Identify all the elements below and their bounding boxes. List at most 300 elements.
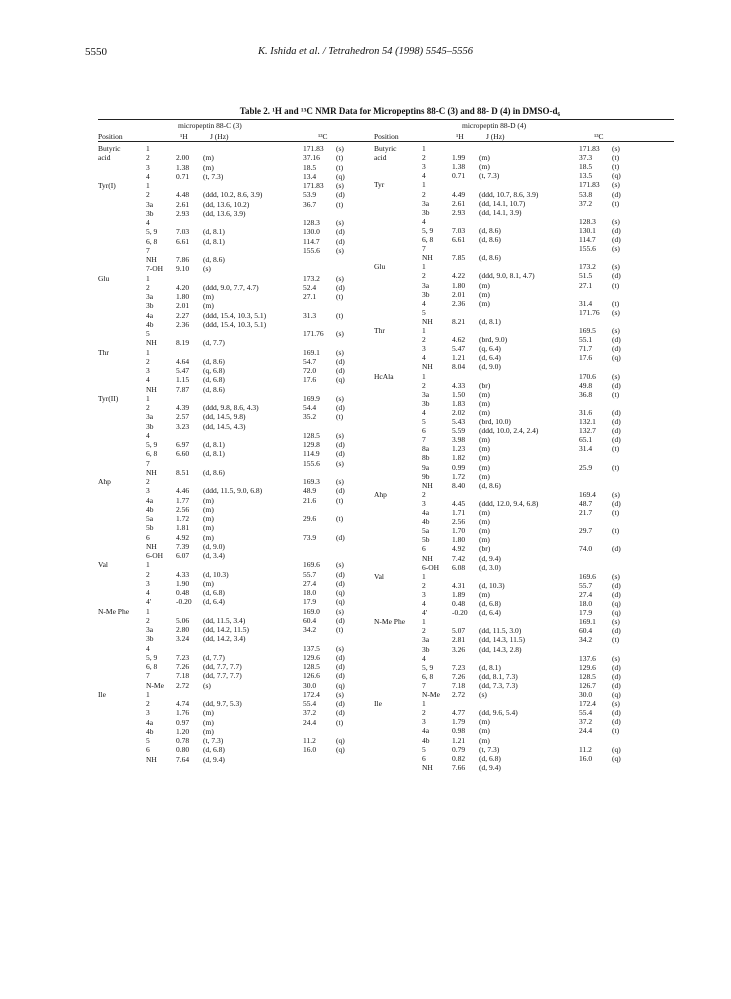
cell-multiplicity: (t) xyxy=(336,625,344,634)
cell-c-shift: 126.6 xyxy=(303,671,320,681)
cell-coupling: (d, 8.1) xyxy=(479,316,501,326)
cell-coupling: (m) xyxy=(479,726,490,736)
cell-coupling: (d, 10.3) xyxy=(479,580,505,590)
cell-c-shift: 24.4 xyxy=(579,726,593,736)
cell-h-shift: 8.21 xyxy=(452,316,466,326)
cell-coupling: (m) xyxy=(479,453,490,463)
cell-position: 3 xyxy=(422,717,426,727)
cell-coupling: (d, 3.0) xyxy=(479,562,501,572)
cell-h-shift: 1.76 xyxy=(176,708,190,718)
cell-multiplicity: (d) xyxy=(612,589,621,599)
cell-residue: Tyr xyxy=(374,180,385,190)
cell-coupling: (m) xyxy=(479,444,490,454)
cell-coupling: (d, 9.4) xyxy=(479,762,501,772)
cell-c-shift: 35.2 xyxy=(303,412,317,422)
cell-c-shift: 173.2 xyxy=(579,262,596,272)
cell-coupling: (ddd, 12.0, 9.4, 6.8) xyxy=(479,498,539,508)
cell-position: 2 xyxy=(146,153,150,163)
cell-position: 3 xyxy=(422,344,426,354)
running-head: K. Ishida et al. / Tetrahedron 54 (1998) 5545–5556 xyxy=(257,46,474,57)
cell-c-shift: 55.4 xyxy=(303,699,317,708)
cell-position: 3a xyxy=(422,280,430,290)
cell-coupling: (d, 6.8) xyxy=(479,599,501,608)
cell-position: 3 xyxy=(422,498,426,508)
cell-h-shift: 0.78 xyxy=(176,736,190,745)
cell-multiplicity: (s) xyxy=(336,643,344,653)
cell-h-shift: 4.92 xyxy=(176,532,190,542)
cell-c-shift: 171.83 xyxy=(579,180,600,190)
cell-h-shift: 1.20 xyxy=(176,726,190,736)
cell-h-shift: 4.39 xyxy=(176,403,190,412)
cell-position: 3a xyxy=(422,389,430,399)
cell-coupling: (m) xyxy=(479,508,490,517)
cell-h-shift: 4.46 xyxy=(176,486,190,496)
cell-h-shift: 8.04 xyxy=(452,362,466,372)
cell-multiplicity: (s) xyxy=(612,144,620,153)
cell-position: 2 xyxy=(422,189,426,199)
cell-multiplicity: (s) xyxy=(612,216,620,226)
cell-position: NH xyxy=(146,255,157,264)
cell-c-shift: 11.2 xyxy=(303,736,316,745)
cell-position: NH xyxy=(422,553,433,563)
cell-h-shift: 8.51 xyxy=(176,467,190,477)
cell-c-shift: 37.16 xyxy=(303,153,320,163)
cell-multiplicity: (s) xyxy=(612,489,620,499)
cell-c-shift: 27.4 xyxy=(303,578,317,588)
cell-h-shift: 7.26 xyxy=(176,662,190,671)
cell-coupling: (d, 9.0) xyxy=(203,541,225,551)
cell-coupling: (br) xyxy=(479,544,491,554)
cell-position: 7 xyxy=(422,435,426,445)
cell-position: 7-OH xyxy=(146,264,164,274)
cell-multiplicity: (s) xyxy=(336,273,344,283)
cell-coupling: (m) xyxy=(479,153,490,163)
cell-h-shift: 1.71 xyxy=(452,508,466,517)
cell-h-shift: 6.60 xyxy=(176,449,190,459)
cell-multiplicity: (s) xyxy=(612,180,620,190)
cell-coupling: (d, 6.8) xyxy=(203,375,225,385)
cell-position: NH xyxy=(422,480,433,490)
cell-multiplicity: (d) xyxy=(336,486,345,496)
cell-c-shift: 169.4 xyxy=(579,489,596,499)
cell-residue: Thr xyxy=(98,347,109,357)
cell-position: 1 xyxy=(146,606,150,616)
cell-multiplicity: (d) xyxy=(612,671,621,681)
cell-multiplicity: (s) xyxy=(612,571,620,581)
cell-c-shift: 169.6 xyxy=(579,571,596,581)
cell-position: 1 xyxy=(422,326,426,335)
cell-position: 6 xyxy=(146,745,150,755)
cell-multiplicity: (s) xyxy=(612,653,620,663)
cell-coupling: (m) xyxy=(203,717,214,727)
cell-multiplicity: (d) xyxy=(612,271,621,281)
cell-h-shift: 1.89 xyxy=(452,589,466,599)
cell-c-shift: 132.7 xyxy=(579,426,596,436)
cell-coupling: (d, 10.3) xyxy=(203,569,229,579)
j-header: J (Hz) xyxy=(210,132,229,141)
cell-multiplicity: (d) xyxy=(612,662,621,672)
compound-header: micropeptin 88-C (3) xyxy=(178,121,242,130)
cell-h-shift: 6.61 xyxy=(176,236,190,246)
cell-position: 6, 8 xyxy=(146,662,158,671)
cell-position: 4 xyxy=(422,216,426,226)
cell-multiplicity: (s) xyxy=(336,329,344,338)
cell-c-shift: 74.0 xyxy=(579,544,593,554)
cell-position: 4b xyxy=(146,504,154,514)
cell-position: 2 xyxy=(422,153,426,163)
cell-coupling: (ddd, 9.8, 8.6, 4.3) xyxy=(203,403,259,412)
cell-position: 4a xyxy=(146,495,154,505)
cell-position: 3 xyxy=(146,486,150,496)
cell-h-shift: 5.06 xyxy=(176,615,190,625)
cell-c-shift: 155.6 xyxy=(579,244,596,254)
cell-h-shift: 4.62 xyxy=(452,335,466,345)
cell-position: 4a xyxy=(146,310,154,320)
cell-position: 1 xyxy=(146,560,150,570)
cell-multiplicity: (t) xyxy=(612,298,620,308)
cell-position: 6, 8 xyxy=(146,236,158,246)
cell-c-shift: 169.1 xyxy=(579,617,596,627)
cell-multiplicity: (d) xyxy=(336,569,345,579)
cell-multiplicity: (d) xyxy=(336,578,345,588)
cell-multiplicity: (d) xyxy=(336,652,345,662)
cell-position: 1 xyxy=(422,371,426,381)
cell-coupling: (m) xyxy=(203,514,214,523)
cell-position: 4 xyxy=(146,218,150,227)
cell-multiplicity: (s) xyxy=(336,606,344,616)
cell-coupling: (dd, 13.6, 10.2) xyxy=(203,199,250,209)
cell-coupling: (m) xyxy=(203,532,214,542)
cell-position: 2 xyxy=(146,282,150,292)
cell-position: 6-OH xyxy=(146,551,164,560)
cell-h-shift: 3.23 xyxy=(176,421,190,431)
position-header: Position xyxy=(98,132,123,141)
cell-position: 5, 9 xyxy=(146,440,158,449)
cell-coupling: (ddd, 15.4, 10.3, 5.1) xyxy=(203,310,267,320)
cell-coupling: (d, 8.6) xyxy=(203,384,225,394)
cell-h-shift: 3.98 xyxy=(452,435,466,445)
cell-position: NH xyxy=(146,384,157,394)
cell-c-shift: 171.76 xyxy=(303,329,324,338)
cell-position: 3a xyxy=(146,292,154,301)
cell-position: 4b xyxy=(146,726,154,736)
cell-h-shift: 4.49 xyxy=(452,189,466,199)
cell-multiplicity: (s) xyxy=(612,371,620,381)
cell-multiplicity: (t) xyxy=(612,526,620,536)
cell-position: 1 xyxy=(146,347,150,357)
cell-c-shift: 48.7 xyxy=(579,498,593,508)
cell-position: 5 xyxy=(422,417,426,426)
cell-position: 5 xyxy=(422,744,426,754)
cell-coupling: (dd, 14.2, 3.4) xyxy=(203,634,246,644)
cell-c-shift: 55.7 xyxy=(579,580,593,590)
cell-h-shift: 7.23 xyxy=(452,662,466,672)
cell-position: 2 xyxy=(422,271,426,281)
cell-position: 1 xyxy=(422,144,426,153)
cell-h-shift: 2.36 xyxy=(452,298,466,308)
cell-c-shift: 130.1 xyxy=(579,225,596,235)
cell-c-shift: 55.4 xyxy=(579,708,593,718)
cell-h-shift: 8.40 xyxy=(452,480,466,490)
cell-coupling: (dd, 13.6, 3.9) xyxy=(203,208,246,218)
cell-h-shift: 4.74 xyxy=(176,699,190,708)
compound-header: micropeptin 88-D (4) xyxy=(462,121,527,130)
cell-c-shift: 137.5 xyxy=(303,643,320,653)
cell-position: 4b xyxy=(146,319,154,329)
cell-c-shift: 31.4 xyxy=(579,298,593,308)
h-header: ¹H xyxy=(456,132,464,141)
cell-position: 1 xyxy=(422,571,426,581)
cell-position: 3 xyxy=(146,708,150,718)
cell-position: 3 xyxy=(422,589,426,599)
cell-coupling: (d, 8.6) xyxy=(203,356,225,366)
cell-residue: HcAla xyxy=(374,371,394,381)
cell-position: 2 xyxy=(146,699,150,708)
cell-h-shift: 0.71 xyxy=(452,171,466,181)
cell-position: 3b xyxy=(146,301,154,311)
cell-h-shift: 0.48 xyxy=(176,588,190,597)
cell-c-shift: 169.6 xyxy=(303,560,320,570)
cell-c-shift: 169.0 xyxy=(303,606,320,616)
cell-h-shift: 5.43 xyxy=(452,417,466,426)
cell-coupling: (ddd, 10.7, 8.6, 3.9) xyxy=(479,189,539,199)
cell-coupling: (d, 8.6) xyxy=(203,467,225,477)
cell-position: NH xyxy=(422,253,433,263)
cell-position: 5, 9 xyxy=(146,652,158,662)
cell-multiplicity: (d) xyxy=(336,532,345,542)
cell-position: 6, 8 xyxy=(422,235,434,244)
cell-h-shift: 0.97 xyxy=(176,717,190,727)
cell-coupling: (dd, 14.5, 4.3) xyxy=(203,421,246,431)
cell-position: 6, 8 xyxy=(422,671,434,681)
cell-coupling: (d, 8.6) xyxy=(479,480,501,490)
cell-h-shift: 0.82 xyxy=(452,753,466,763)
cell-position: 3 xyxy=(146,578,150,588)
cell-c-shift: 169.5 xyxy=(579,326,596,335)
cell-coupling: (d, 8.1) xyxy=(203,449,225,459)
cell-coupling: (dd, 11.5, 3.4) xyxy=(203,615,246,625)
cell-position: 6 xyxy=(422,426,426,436)
cell-multiplicity: (d) xyxy=(336,282,345,292)
cell-multiplicity: (s) xyxy=(336,477,344,486)
cell-c-shift: 171.83 xyxy=(579,144,600,153)
cell-coupling: (m) xyxy=(203,578,214,588)
cell-c-shift: 31.3 xyxy=(303,310,317,320)
cell-c-shift: 30.0 xyxy=(303,680,317,690)
cell-c-shift: 52.4 xyxy=(303,282,317,292)
cell-multiplicity: (s) xyxy=(336,347,344,357)
cell-residue: Glu xyxy=(374,262,386,272)
cell-multiplicity: (d) xyxy=(612,380,621,390)
cell-coupling: (d, 8.6) xyxy=(479,235,501,244)
cell-h-shift: 0.98 xyxy=(452,726,466,736)
cell-multiplicity: (d) xyxy=(612,626,621,636)
cell-multiplicity: (t) xyxy=(612,508,620,517)
cell-multiplicity: (q) xyxy=(336,680,345,690)
cell-position: 5 xyxy=(146,736,150,745)
cell-h-shift: 1.15 xyxy=(176,375,190,385)
cell-h-shift: 9.10 xyxy=(176,264,190,274)
cell-coupling: (m) xyxy=(479,462,490,472)
cell-position: 3 xyxy=(422,162,426,172)
cell-coupling: (t, 7.3) xyxy=(479,744,500,754)
cell-multiplicity: (t) xyxy=(612,162,620,172)
cell-c-shift: 34.2 xyxy=(579,635,593,645)
cell-c-shift: 37.2 xyxy=(579,717,593,727)
cell-coupling: (m) xyxy=(479,435,490,445)
cell-position: 3b xyxy=(422,398,430,408)
cell-multiplicity: (q) xyxy=(336,736,345,745)
cell-coupling: (m) xyxy=(203,708,214,718)
cell-coupling: (d, 8.6) xyxy=(479,225,501,235)
cell-c-shift: 128.3 xyxy=(303,218,320,227)
cell-multiplicity: (d) xyxy=(612,335,621,345)
cell-h-shift: 2.27 xyxy=(176,310,190,320)
cell-position: 3a xyxy=(422,635,430,645)
cell-multiplicity: (d) xyxy=(612,717,621,727)
cell-c-shift: 36.8 xyxy=(579,389,593,399)
cell-c-shift: 27.1 xyxy=(303,292,317,301)
cell-c-shift: 27.1 xyxy=(579,280,593,290)
cell-h-shift: 0.80 xyxy=(176,745,190,755)
cell-h-shift: 1.80 xyxy=(176,292,190,301)
cell-h-shift: 4.33 xyxy=(452,380,466,390)
cell-c-shift: 17.9 xyxy=(579,608,593,618)
cell-h-shift: 2.61 xyxy=(176,199,190,209)
cell-c-shift: 18.0 xyxy=(579,599,593,608)
cell-residue: Ile xyxy=(374,699,382,709)
cell-position: 4b xyxy=(422,735,430,745)
cell-coupling: (dd, 14.2, 11.5) xyxy=(203,625,249,634)
cell-multiplicity: (d) xyxy=(336,236,345,246)
cell-position: 6 xyxy=(146,532,150,542)
cell-c-shift: 54.4 xyxy=(303,403,317,412)
cell-h-shift: 7.26 xyxy=(452,671,466,681)
cell-c-shift: 17.6 xyxy=(303,375,317,385)
cell-coupling: (q, 6.4) xyxy=(479,344,501,354)
cell-coupling: (dd, 11.5, 3.0) xyxy=(479,626,522,636)
cell-coupling: (d, 8.6) xyxy=(203,255,225,264)
cell-coupling: (d, 8.1) xyxy=(203,440,225,449)
cell-c-shift: 37.2 xyxy=(579,198,593,208)
cell-multiplicity: (d) xyxy=(612,235,621,244)
cell-coupling: (d, 6.8) xyxy=(479,753,501,763)
cell-coupling: (brd, 9.0) xyxy=(479,335,508,345)
cell-c-shift: 37.3 xyxy=(579,153,593,163)
cell-c-shift: 132.1 xyxy=(579,417,596,426)
cell-position: 2 xyxy=(422,380,426,390)
cell-position: 3b xyxy=(422,207,430,217)
cell-coupling: (d, 8.1) xyxy=(203,236,225,246)
cell-c-shift: 126.7 xyxy=(579,680,596,690)
cell-position: 8a xyxy=(422,444,430,454)
cell-multiplicity: (d) xyxy=(612,225,621,235)
cell-c-shift: 171.83 xyxy=(303,144,324,153)
cell-multiplicity: (t) xyxy=(612,198,620,208)
cell-h-shift: 1.77 xyxy=(176,495,190,505)
cell-c-shift: 29.6 xyxy=(303,514,317,523)
cell-coupling: (m) xyxy=(479,280,490,290)
cell-position: 2 xyxy=(422,489,426,499)
cell-position: NH xyxy=(146,467,157,477)
cell-multiplicity: (s) xyxy=(336,430,344,440)
cell-h-shift: 1.72 xyxy=(176,514,190,523)
cell-multiplicity: (t) xyxy=(612,389,620,399)
cell-coupling: (s) xyxy=(479,690,487,699)
cell-position: 1 xyxy=(422,180,426,190)
cell-h-shift: 2.01 xyxy=(452,289,466,299)
cell-h-shift: 1.82 xyxy=(452,453,466,463)
cell-multiplicity: (d) xyxy=(612,498,621,508)
cell-multiplicity: (d) xyxy=(612,417,621,426)
cell-c-shift: 65.1 xyxy=(579,435,593,445)
cell-c-shift: 128.5 xyxy=(579,671,596,681)
cell-position: 3b xyxy=(146,421,154,431)
cell-c-shift: 169.3 xyxy=(303,477,320,486)
cell-coupling: (d, 6.4) xyxy=(203,597,225,607)
c-header: ¹³C xyxy=(318,132,328,141)
cell-position: 5 xyxy=(422,307,426,317)
cell-c-shift: 21.6 xyxy=(303,495,317,505)
cell-position: 4 xyxy=(422,407,426,417)
cell-residue: Tyr(I) xyxy=(98,181,116,190)
cell-residue: N-Me Phe xyxy=(98,606,130,616)
cell-position: 4' xyxy=(422,608,428,618)
cell-multiplicity: (q) xyxy=(612,353,621,363)
cell-h-shift: 2.93 xyxy=(176,208,190,218)
cell-h-shift: -0.20 xyxy=(176,597,192,607)
cell-h-shift: 4.20 xyxy=(176,282,190,292)
cell-position: 9a xyxy=(422,462,430,472)
cell-multiplicity: (s) xyxy=(336,560,344,570)
cell-coupling: (d, 8.1) xyxy=(479,662,501,672)
cell-c-shift: 137.6 xyxy=(579,653,596,663)
cell-h-shift: 7.39 xyxy=(176,541,190,551)
cell-coupling: (dd, 14.5, 9.8) xyxy=(203,412,246,422)
cell-multiplicity: (d) xyxy=(612,426,621,436)
cell-multiplicity: (d) xyxy=(612,544,621,554)
cell-coupling: (d, 8.6) xyxy=(479,253,501,263)
cell-multiplicity: (d) xyxy=(612,344,621,354)
cell-position: 1 xyxy=(146,144,150,153)
cell-multiplicity: (s) xyxy=(336,393,344,403)
cell-c-shift: 21.7 xyxy=(579,508,593,517)
cell-c-shift: 49.8 xyxy=(579,380,593,390)
cell-coupling: (dd, 7.7, 7.7) xyxy=(203,671,242,681)
cell-multiplicity: (t) xyxy=(336,153,344,163)
cell-c-shift: 17.9 xyxy=(303,597,317,607)
cell-c-shift: 129.6 xyxy=(579,662,596,672)
cell-c-shift: 54.7 xyxy=(303,356,317,366)
cell-coupling: (ddd, 11.5, 9.0, 6.8) xyxy=(203,486,263,496)
cell-coupling: (s) xyxy=(203,264,211,274)
cell-multiplicity: (t) xyxy=(336,514,344,523)
cell-h-shift: 5.47 xyxy=(452,344,466,354)
cell-c-shift: 60.4 xyxy=(303,615,317,625)
cell-residue: acid xyxy=(98,153,111,163)
cell-c-shift: 73.9 xyxy=(303,532,317,542)
cell-c-shift: 128.5 xyxy=(303,662,320,671)
cell-c-shift: 48.9 xyxy=(303,486,317,496)
cell-multiplicity: (t) xyxy=(612,462,620,472)
cell-coupling: (d, 6.8) xyxy=(203,745,225,755)
cell-coupling: (m) xyxy=(479,298,490,308)
cell-coupling: (dd, 8.1, 7.3) xyxy=(479,671,518,681)
cell-multiplicity: (t) xyxy=(336,292,344,301)
cell-multiplicity: (d) xyxy=(336,615,345,625)
cell-position: NH xyxy=(422,362,433,372)
cell-h-shift: 6.97 xyxy=(176,440,190,449)
